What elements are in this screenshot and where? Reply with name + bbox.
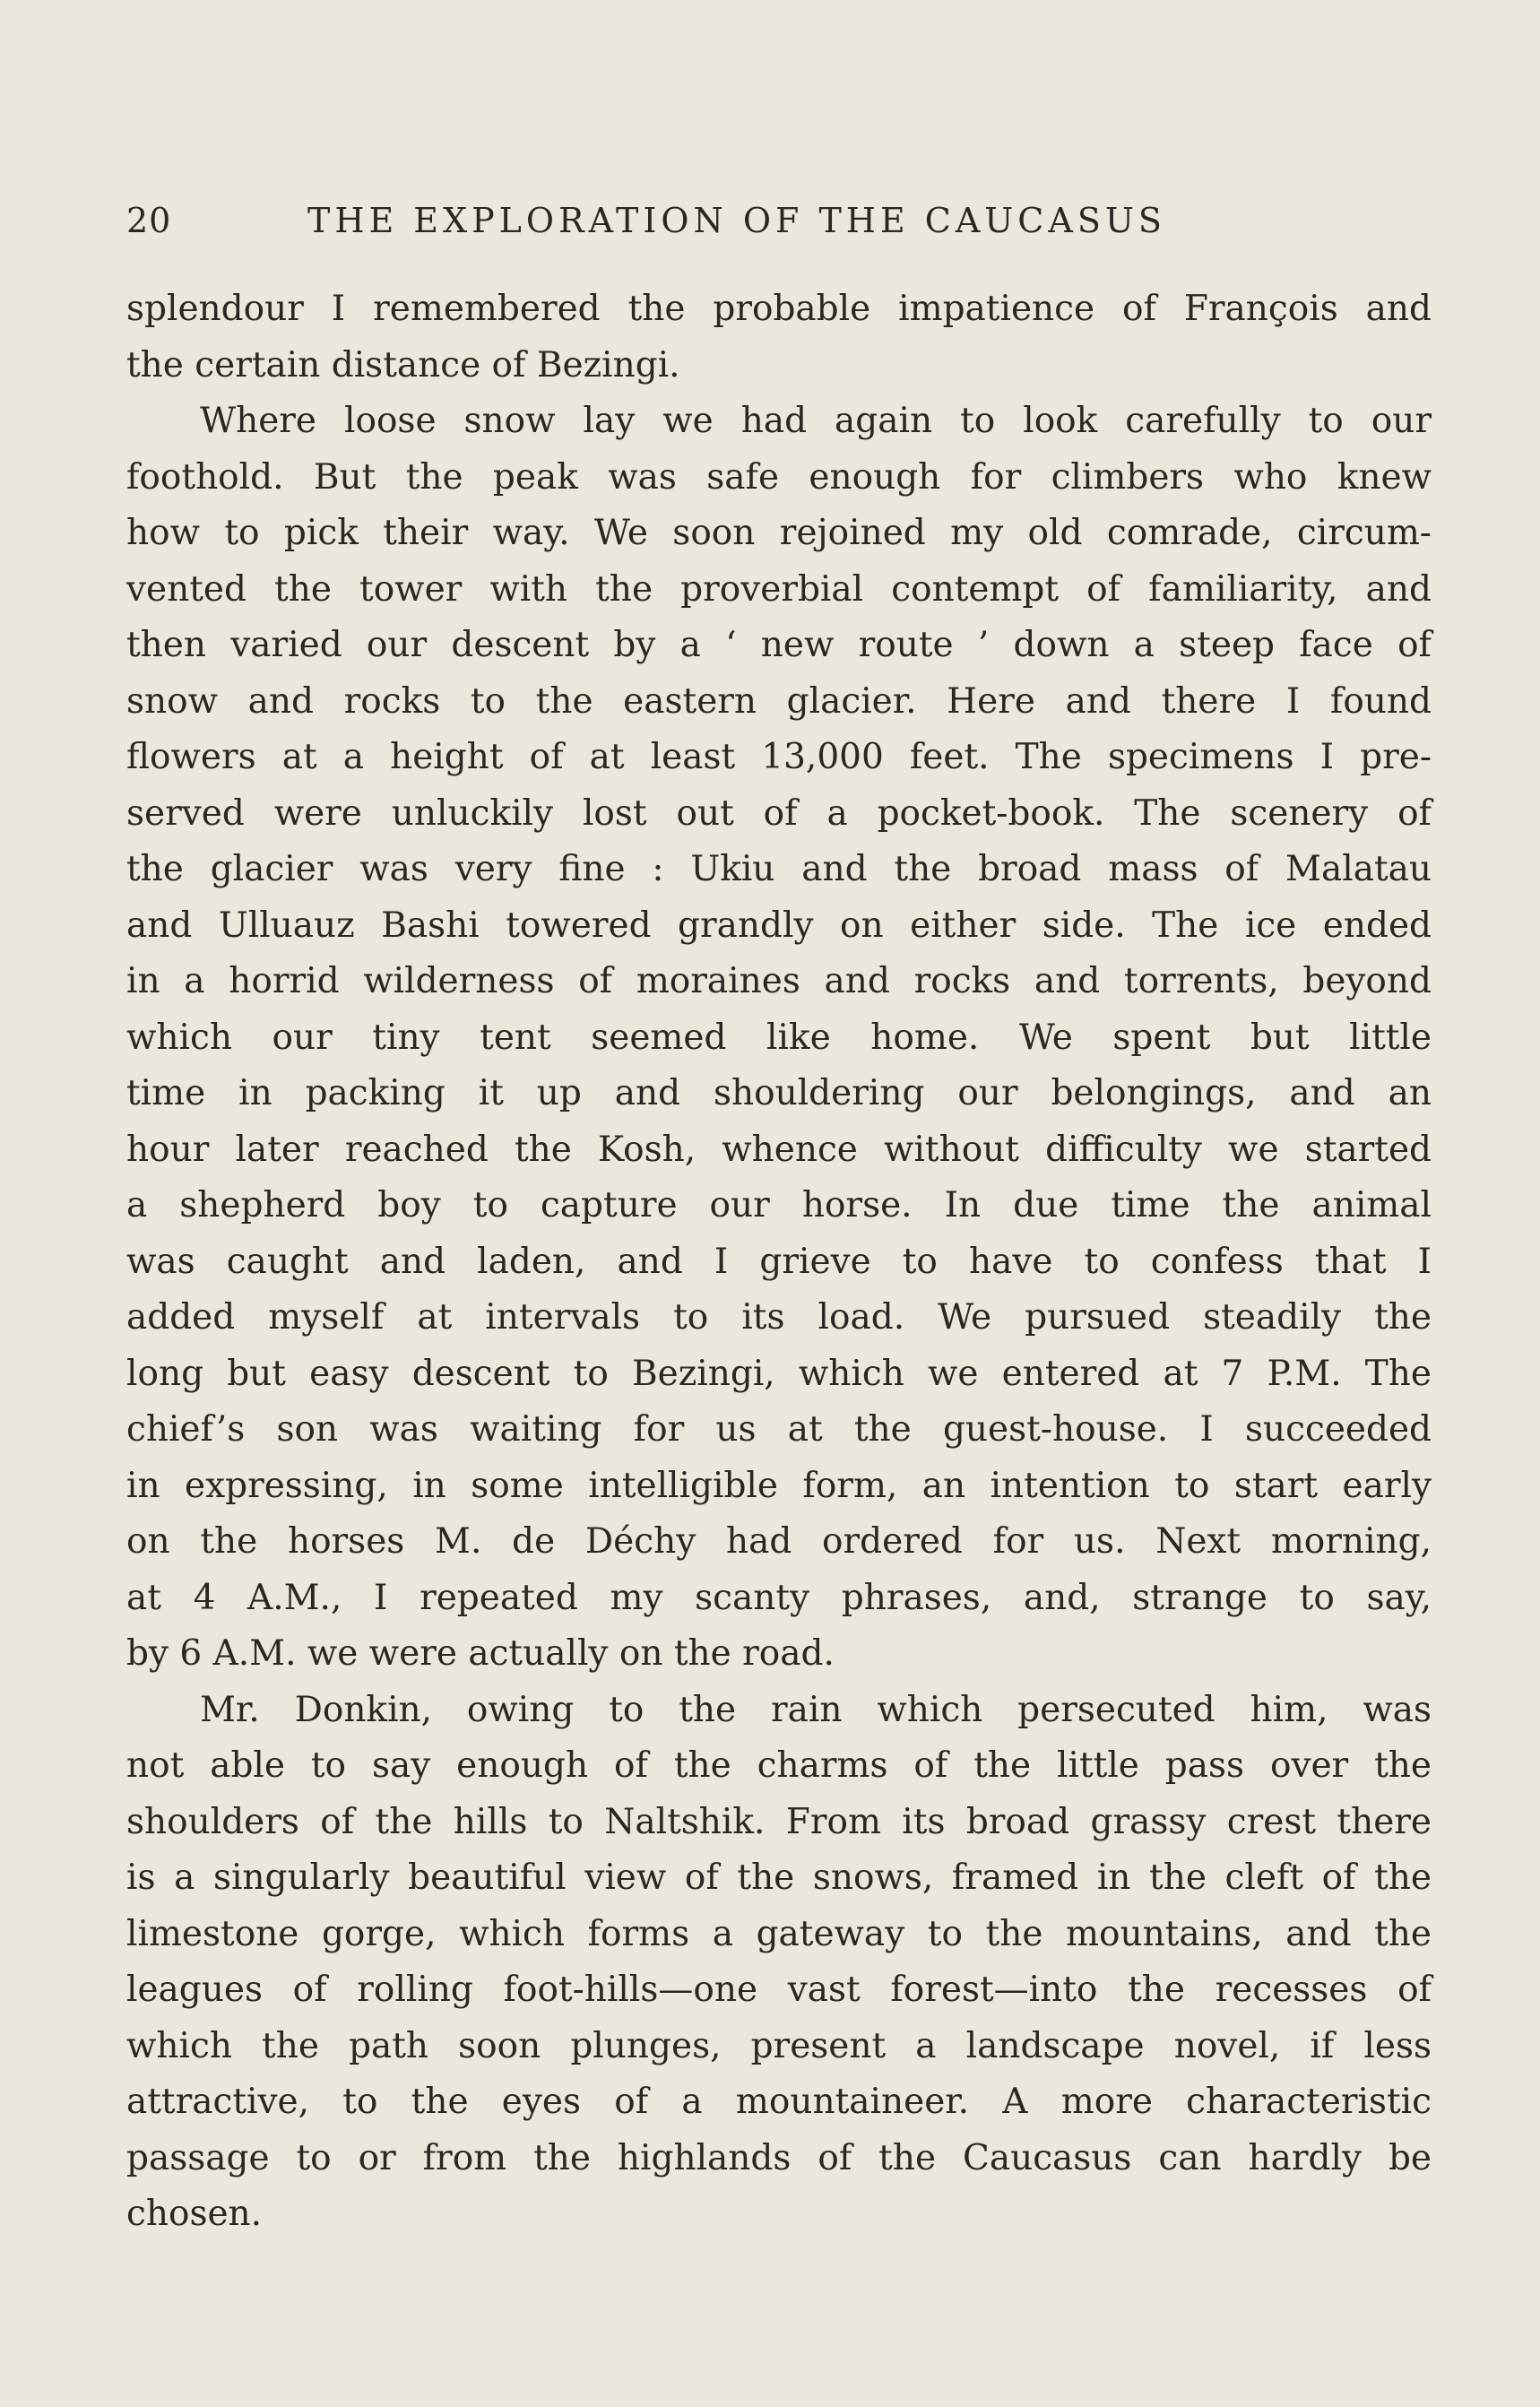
text-line: which our tiny tent seemed like home. We spent but little bbox=[126, 1017, 1432, 1058]
text-line: Mr. Donkin, owing to the rain which persecuted him, was bbox=[200, 1689, 1432, 1730]
text-line: in expressing, in some intelligible form, an intention to start early bbox=[126, 1465, 1432, 1506]
text-line: flowers at a height of at least 13,000 feet. The specimens I pre- bbox=[126, 737, 1432, 777]
text-line: at 4 A.M., I repeated my scanty phrases, and, strange to say, bbox=[126, 1577, 1432, 1618]
text-line: attractive, to the eyes of a mountaineer. A more characteristic bbox=[126, 2082, 1432, 2122]
text-line: and Ulluauz Bashi towered grandly on either side. The ice ended bbox=[126, 905, 1432, 946]
text-line: hour later reached the Kosh, whence without difficulty we started bbox=[126, 1129, 1432, 1170]
text-line: served were unluckily lost out of a pocket-book. The scenery of bbox=[126, 792, 1432, 834]
text-line: chief’s son was waiting for us at the guest-house. I succeeded bbox=[126, 1409, 1432, 1450]
text-line: foothold. But the peak was safe enough for climbers who knew bbox=[126, 456, 1432, 498]
text-line: shoulders of the hills to Naltshik. From its broad grassy crest there bbox=[126, 1801, 1432, 1842]
text-line: by 6 A.M. we were actually on the road. bbox=[126, 1633, 835, 1674]
body-text bbox=[126, 281, 1432, 2243]
text-line: a shepherd boy to capture our horse. In due time the animal bbox=[126, 1185, 1432, 1225]
text-line: is a singularly beautiful view of the snows, framed in the cleft of the bbox=[126, 1857, 1432, 1898]
text-line: vented the tower with the proverbial contempt of familiarity, and bbox=[126, 568, 1432, 610]
text-line: the certain distance of Bezingi. bbox=[126, 344, 680, 385]
text-line: was caught and laden, and I grieve to have to confess that I bbox=[126, 1241, 1432, 1282]
text-line: which the path soon plunges, present a landscape novel, if less bbox=[126, 2025, 1432, 2066]
text-line: chosen. bbox=[126, 2194, 263, 2234]
text-line: leagues of rolling foot-hills—one vast forest—into the recesses of bbox=[126, 1970, 1432, 2010]
text-line: added myself at intervals to its load. We pursued steadily the bbox=[126, 1297, 1432, 1338]
text-line: long but easy descent to Bezingi, which we entered at 7 P.M. The bbox=[126, 1353, 1432, 1394]
text-line: the glacier was very fine : Ukiu and the broad mass of Malatau bbox=[126, 849, 1432, 889]
text-line: passage to or from the highlands of the Caucasus can hardly be bbox=[126, 2137, 1432, 2178]
text-line: time in packing it up and shouldering our belongings, and an bbox=[126, 1073, 1432, 1113]
text-line: splendour I remembered the probable impatience of François and bbox=[126, 289, 1432, 329]
text-line: on the horses M. de Déchy had ordered for us. Next morning, bbox=[126, 1521, 1432, 1562]
page-header bbox=[126, 201, 1426, 255]
text-line: Where loose snow lay we had again to look carefully to our bbox=[200, 401, 1432, 441]
text-line: then varied our descent by a ‘ new route ’ down a steep face of bbox=[126, 625, 1432, 665]
text-line: not able to say enough of the charms of the little pass over the bbox=[126, 1745, 1432, 1786]
running-title: THE EXPLORATION OF THE CAUCASUS bbox=[307, 201, 1166, 240]
text-line: limestone gorge, which forms a gateway to the mountains, and the bbox=[126, 1913, 1432, 1954]
page-number: 20 bbox=[126, 201, 172, 240]
text-line: in a horrid wilderness of moraines and rocks and torrents, beyond bbox=[126, 961, 1432, 1001]
text-line: how to pick their way. We soon rejoined my old comrade, circum- bbox=[126, 513, 1432, 553]
text-line: snow and rocks to the eastern glacier. Here and there I found bbox=[126, 680, 1432, 722]
